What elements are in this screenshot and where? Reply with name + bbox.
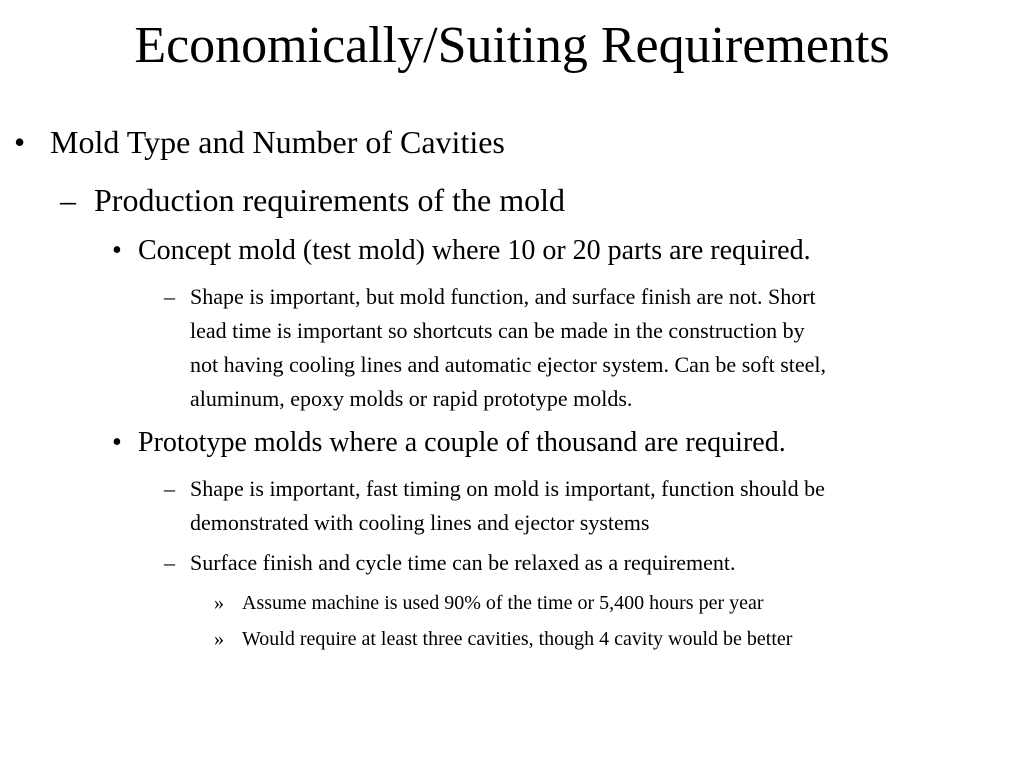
bullet-marker: • [112, 427, 122, 458]
subpoint-machine-usage [214, 590, 764, 616]
dash-marker: – [164, 550, 175, 575]
detail-line: Shape is important, fast timing on mold is important, function should be [190, 476, 825, 501]
dash-prototype-detail [164, 472, 825, 540]
detail-paragraph [190, 472, 825, 540]
dash-text: Surface finish and cycle time can be relaxed as a requirement. [190, 550, 736, 575]
dash-production-requirements [60, 180, 565, 220]
subpoint-cavities [214, 626, 792, 652]
detail-line: not having cooling lines and automatic ejector system. Can be soft steel, [190, 352, 827, 377]
dash-text: Production requirements of the mold [94, 182, 566, 218]
detail-line: demonstrated with cooling lines and ejector systems [190, 510, 650, 535]
bullet-marker: • [112, 235, 122, 266]
bullet-text: Concept mold (test mold) where 10 or 20 parts are required. [138, 235, 811, 266]
detail-paragraph [190, 280, 826, 416]
dash-marker: – [164, 284, 175, 309]
dash-concept-detail [164, 280, 826, 416]
bullet-mold-type [14, 122, 505, 162]
guillemet-marker: » [214, 592, 224, 614]
bullet-concept-mold [112, 234, 811, 268]
slide-title: Economically/Suiting Requirements [134, 17, 890, 74]
detail-line: lead time is important so shortcuts can be made in the construction by [190, 318, 805, 343]
bullet-prototype-molds [112, 426, 786, 460]
subpoint-text: Would require at least three cavities, though 4 cavity would be better [242, 628, 793, 650]
bullet-text: Prototype molds where a couple of thousand are required. [138, 427, 786, 458]
subpoint-text: Assume machine is used 90% of the time or 5,400 hours per year [242, 592, 764, 614]
dash-marker: – [164, 476, 175, 501]
bullet-marker: • [14, 124, 26, 160]
guillemet-marker: » [214, 628, 224, 650]
detail-line: aluminum, epoxy molds or rapid prototype molds. [190, 386, 633, 411]
detail-line: Shape is important, but mold function, and surface finish are not. Short [190, 284, 816, 309]
bullet-text: Mold Type and Number of Cavities [50, 124, 505, 160]
dash-marker: – [60, 182, 76, 218]
dash-surface-finish [164, 546, 735, 580]
